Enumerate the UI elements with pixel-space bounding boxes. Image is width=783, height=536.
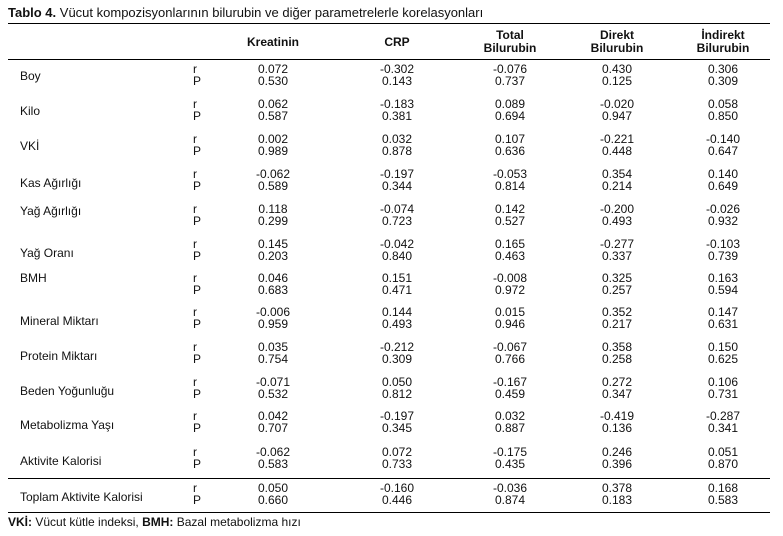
cell-r-value: -0.053 [492, 167, 528, 181]
stat-label-p: P [193, 144, 202, 158]
cell-r-value: 0.032 [381, 132, 413, 146]
total-separator-rule [8, 478, 770, 479]
cell-r-value: -0.042 [379, 237, 415, 251]
cell-r-value: 0.325 [601, 271, 633, 285]
stat-label-r: r [193, 305, 197, 319]
cell-r-value: -0.036 [492, 481, 528, 495]
cell-r-value: 0.051 [707, 445, 739, 459]
cell-p-value: 0.493 [381, 317, 413, 331]
stat-label-p: P [193, 457, 202, 471]
cell-r-value: -0.076 [492, 62, 528, 76]
cell-r-value: -0.103 [705, 237, 741, 251]
cell-r-value: 0.430 [601, 62, 633, 76]
cell-r-value: 0.089 [494, 97, 526, 111]
table-title: Vücut kompozisyonlarının bilurubin ve diğer parametrelerle korelasyonları [59, 5, 484, 20]
cell-p-value: 0.647 [707, 144, 739, 158]
cell-p-value: 0.337 [601, 249, 633, 263]
row-label: Yağ Oranı [20, 246, 74, 260]
column-header-line: Kreatinin [246, 35, 299, 49]
stat-label-p: P [193, 283, 202, 297]
cell-p-value: 0.583 [257, 457, 289, 471]
stat-label-r: r [193, 340, 197, 354]
footnote-abbr-bmh: BMH: [142, 515, 174, 529]
cell-r-value: 0.168 [707, 481, 739, 495]
column-header-line: Direkt [599, 28, 634, 42]
column-header-line: İndirekt [701, 28, 745, 42]
cell-r-value: 0.150 [707, 340, 739, 354]
cell-p-value: 0.532 [257, 387, 289, 401]
cell-r-value: 0.145 [257, 237, 289, 251]
cell-p-value: 0.527 [494, 214, 526, 228]
cell-p-value: 0.347 [601, 387, 633, 401]
cell-r-value: 0.140 [707, 167, 739, 181]
cell-p-value: 0.731 [707, 387, 739, 401]
stat-label-p: P [193, 179, 202, 193]
cell-p-value: 0.309 [707, 74, 739, 88]
cell-r-value: -0.071 [255, 375, 291, 389]
cell-p-value: 0.448 [601, 144, 633, 158]
row-label: VKİ [20, 139, 40, 153]
cell-r-value: -0.419 [599, 409, 635, 423]
cell-r-value: -0.067 [492, 340, 528, 354]
cell-p-value: 0.814 [494, 179, 526, 193]
stat-label-p: P [193, 493, 202, 507]
row-label: Metabolizma Yaşı [20, 418, 115, 432]
cell-p-value: 0.631 [707, 317, 739, 331]
cell-r-value: 0.142 [494, 202, 526, 216]
cell-p-value: 0.737 [494, 74, 526, 88]
row-label: Yağ Ağırlığı [20, 204, 82, 218]
cell-p-value: 0.649 [707, 179, 739, 193]
stat-label-p: P [193, 387, 202, 401]
cell-p-value: 0.341 [707, 421, 739, 435]
cell-p-value: 0.203 [257, 249, 289, 263]
cell-p-value: 0.707 [257, 421, 289, 435]
stat-label-r: r [193, 445, 197, 459]
stat-label-r: r [193, 202, 197, 216]
cell-r-value: 0.032 [494, 409, 526, 423]
cell-r-value: -0.140 [705, 132, 741, 146]
cell-r-value: -0.008 [492, 271, 528, 285]
stat-label-r: r [193, 62, 197, 76]
cell-p-value: 0.183 [601, 493, 633, 507]
cell-p-value: 0.435 [494, 457, 526, 471]
cell-p-value: 0.989 [257, 144, 289, 158]
cell-p-value: 0.733 [381, 457, 413, 471]
cell-p-value: 0.344 [381, 179, 413, 193]
row-label: BMH [20, 271, 47, 285]
column-header-indirekt-bilurubin [673, 29, 773, 55]
cell-r-value: -0.167 [492, 375, 528, 389]
stat-label-p: P [193, 214, 202, 228]
cell-r-value: -0.062 [255, 167, 291, 181]
stat-label-p: P [193, 109, 202, 123]
table-number: Tablo 4. [8, 5, 57, 20]
cell-r-value: 0.306 [707, 62, 739, 76]
cell-r-value: 0.072 [257, 62, 289, 76]
stat-label-r: r [193, 271, 197, 285]
cell-r-value: -0.197 [379, 409, 415, 423]
row-label: Toplam Aktivite Kalorisi [20, 490, 143, 504]
cell-r-value: 0.151 [381, 271, 413, 285]
cell-r-value: 0.163 [707, 271, 739, 285]
cell-r-value: 0.046 [257, 271, 289, 285]
cell-p-value: 0.589 [257, 179, 289, 193]
bottom-rule [8, 512, 770, 513]
cell-p-value: 0.594 [707, 283, 739, 297]
cell-p-value: 0.754 [257, 352, 289, 366]
cell-r-value: 0.107 [494, 132, 526, 146]
stat-label-p: P [193, 74, 202, 88]
cell-p-value: 0.723 [381, 214, 413, 228]
cell-p-value: 0.125 [601, 74, 633, 88]
cell-p-value: 0.217 [601, 317, 633, 331]
stat-label-r: r [193, 409, 197, 423]
cell-p-value: 0.471 [381, 283, 413, 297]
row-label: Aktivite Kalorisi [20, 454, 102, 468]
cell-r-value: -0.212 [379, 340, 415, 354]
row-label: Kas Ağırlığı [20, 176, 82, 190]
cell-r-value: 0.118 [258, 202, 288, 216]
cell-p-value: 0.739 [707, 249, 739, 263]
cell-p-value: 0.766 [494, 352, 526, 366]
cell-r-value: 0.062 [257, 97, 289, 111]
cell-p-value: 0.878 [381, 144, 413, 158]
cell-p-value: 0.583 [707, 493, 739, 507]
cell-r-value: -0.160 [379, 481, 415, 495]
cell-r-value: -0.026 [705, 202, 741, 216]
cell-p-value: 0.587 [257, 109, 289, 123]
column-header-kreatinin [223, 36, 323, 49]
column-header-line: Bilurubin [696, 41, 750, 55]
cell-r-value: 0.147 [707, 305, 739, 319]
cell-p-value: 0.932 [707, 214, 739, 228]
cell-r-value: 0.354 [601, 167, 633, 181]
cell-p-value: 0.309 [381, 352, 413, 366]
cell-r-value: 0.050 [257, 481, 289, 495]
cell-p-value: 0.214 [601, 179, 633, 193]
cell-p-value: 0.143 [381, 74, 413, 88]
cell-r-value: -0.302 [379, 62, 415, 76]
table-caption [8, 5, 483, 20]
cell-p-value: 0.136 [601, 421, 633, 435]
cell-r-value: 0.246 [601, 445, 633, 459]
cell-p-value: 0.694 [494, 109, 526, 123]
cell-p-value: 0.683 [257, 283, 289, 297]
row-label: Protein Miktarı [20, 349, 98, 363]
cell-r-value: 0.352 [601, 305, 633, 319]
column-header-line: Bilurubin [590, 41, 644, 55]
cell-p-value: 0.493 [601, 214, 633, 228]
cell-r-value: -0.200 [599, 202, 635, 216]
footnote-def-vki: Vücut kütle indeksi, [35, 515, 139, 529]
cell-p-value: 0.812 [381, 387, 413, 401]
cell-p-value: 0.396 [601, 457, 633, 471]
cell-p-value: 0.972 [494, 283, 526, 297]
cell-r-value: 0.002 [257, 132, 289, 146]
stat-label-p: P [193, 421, 202, 435]
cell-p-value: 0.870 [707, 457, 739, 471]
cell-r-value: -0.197 [379, 167, 415, 181]
cell-r-value: -0.006 [255, 305, 291, 319]
column-header-direkt-bilurubin [567, 29, 667, 55]
cell-p-value: 0.874 [494, 493, 526, 507]
cell-p-value: 0.257 [601, 283, 633, 297]
column-header-line: Total [496, 28, 524, 42]
footnote-abbr-vki: VKİ: [8, 515, 32, 529]
cell-p-value: 0.463 [494, 249, 526, 263]
row-label: Beden Yoğunluğu [20, 384, 115, 398]
top-rule [8, 23, 770, 24]
column-header-line: Bilurubin [483, 41, 537, 55]
cell-r-value: 0.042 [257, 409, 289, 423]
cell-p-value: 0.947 [601, 109, 633, 123]
cell-r-value: 0.072 [381, 445, 413, 459]
cell-p-value: 0.299 [257, 214, 289, 228]
cell-p-value: 0.850 [707, 109, 739, 123]
cell-p-value: 0.625 [707, 352, 739, 366]
stat-label-p: P [193, 317, 202, 331]
cell-p-value: 0.887 [494, 421, 526, 435]
cell-p-value: 0.946 [494, 317, 526, 331]
stat-label-r: r [193, 237, 197, 251]
stat-label-r: r [193, 375, 197, 389]
cell-p-value: 0.959 [257, 317, 289, 331]
cell-r-value: 0.050 [381, 375, 413, 389]
cell-p-value: 0.840 [381, 249, 413, 263]
cell-r-value: -0.074 [379, 202, 415, 216]
cell-p-value: 0.530 [257, 74, 289, 88]
header-rule [8, 59, 770, 60]
cell-r-value: 0.272 [601, 375, 633, 389]
cell-r-value: -0.062 [255, 445, 291, 459]
cell-r-value: 0.144 [381, 305, 413, 319]
footnote-def-bmh: Bazal metabolizma hızı [176, 515, 301, 529]
cell-p-value: 0.446 [381, 493, 413, 507]
row-label: Mineral Miktarı [20, 314, 99, 328]
footnote [8, 515, 301, 529]
cell-p-value: 0.381 [381, 109, 413, 123]
row-label: Boy [20, 69, 41, 83]
cell-p-value: 0.459 [494, 387, 526, 401]
cell-r-value: 0.165 [494, 237, 526, 251]
cell-r-value: 0.358 [601, 340, 633, 354]
stat-label-p: P [193, 352, 202, 366]
cell-r-value: -0.175 [492, 445, 528, 459]
row-label: Kilo [20, 104, 41, 118]
cell-r-value: -0.221 [599, 132, 635, 146]
cell-r-value: -0.020 [599, 97, 635, 111]
stat-label-r: r [193, 167, 197, 181]
column-header-line: CRP [384, 35, 410, 49]
stat-label-r: r [193, 97, 197, 111]
cell-r-value: 0.378 [601, 481, 633, 495]
cell-r-value: 0.058 [707, 97, 739, 111]
stat-label-r: r [193, 132, 197, 146]
cell-r-value: 0.106 [707, 375, 739, 389]
stat-label-p: P [193, 249, 202, 263]
cell-r-value: -0.277 [599, 237, 635, 251]
column-header-total-bilurubin [460, 29, 560, 55]
cell-p-value: 0.258 [601, 352, 633, 366]
cell-p-value: 0.636 [494, 144, 526, 158]
cell-r-value: 0.015 [494, 305, 526, 319]
stat-label-r: r [193, 481, 197, 495]
cell-p-value: 0.345 [381, 421, 413, 435]
cell-r-value: 0.035 [257, 340, 289, 354]
cell-r-value: -0.287 [705, 409, 741, 423]
cell-p-value: 0.660 [257, 493, 289, 507]
column-header-crp [347, 36, 447, 49]
cell-r-value: -0.183 [379, 97, 415, 111]
